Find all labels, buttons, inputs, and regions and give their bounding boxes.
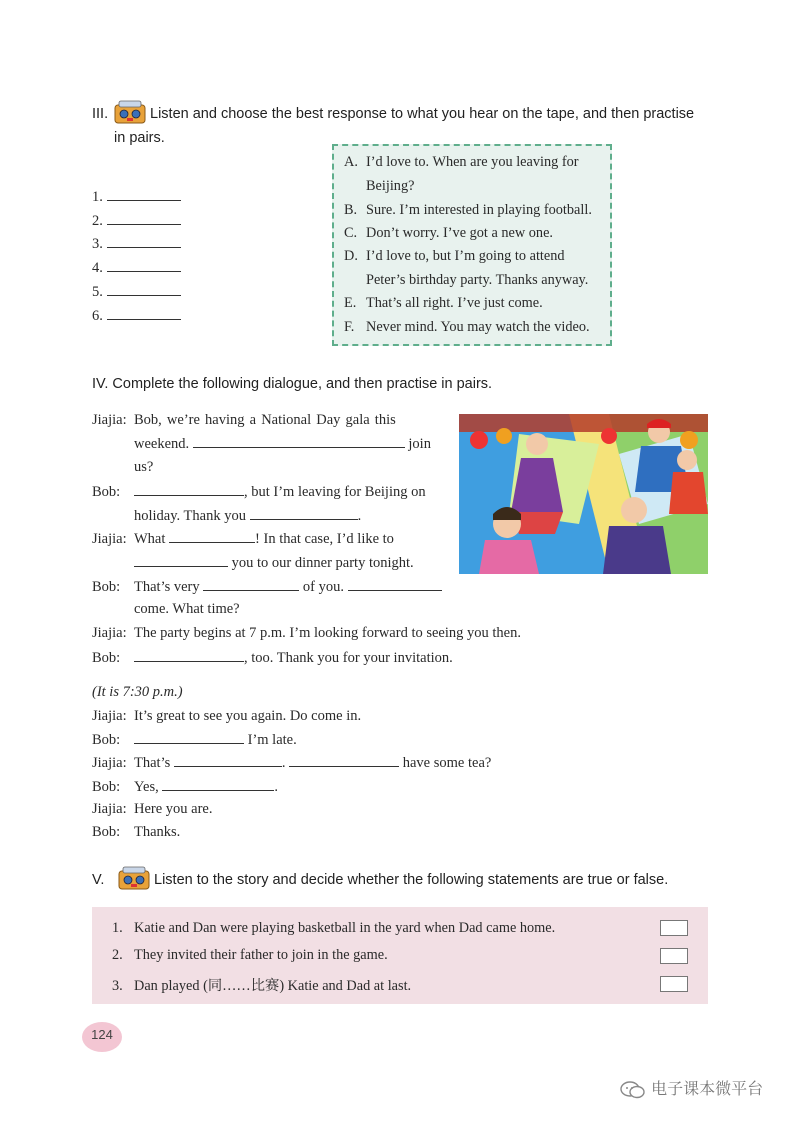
dialogue-line: Bob: Thanks. <box>92 824 181 840</box>
answer-blank[interactable] <box>134 483 244 496</box>
statement-row: 3. Dan played (同……比赛) Katie and Dad at last. <box>112 978 412 994</box>
answer-blank[interactable] <box>193 435 405 448</box>
dialogue-line: Bob: I’m late. <box>92 732 297 748</box>
dialogue-line: Jiajia: Bob, we’re having a National Day gala this <box>92 412 396 428</box>
answer-item[interactable]: 6. <box>92 307 181 325</box>
answer-item[interactable]: 4. <box>92 259 181 277</box>
answer-blank[interactable] <box>250 507 358 520</box>
tape-recorder-icon <box>114 100 146 124</box>
answer-item[interactable]: 3. <box>92 235 181 253</box>
option-a-cont: Beijing? <box>366 178 415 194</box>
dialogue-line: Bob: Yes, . <box>92 779 278 795</box>
tape-recorder-icon <box>118 866 150 890</box>
dialogue-line: Bob: That’s very of you. <box>92 578 442 596</box>
true-false-box <box>92 907 708 1004</box>
dialogue-line: us? <box>134 459 154 475</box>
option-a: A. I’d love to. When are you leaving for <box>344 154 579 170</box>
option-c: C. Don’t worry. I’ve got a new one. <box>344 225 553 241</box>
watermark: 电子课本微平台 <box>620 1076 763 1100</box>
section3-instruction-cont: in pairs. <box>114 130 165 146</box>
answer-checkbox[interactable] <box>660 948 688 964</box>
answer-item[interactable]: 2. <box>92 212 181 230</box>
statement-row: 2. They invited their father to join in the game. <box>112 947 388 963</box>
answer-item[interactable]: 5. <box>92 283 181 301</box>
answer-item[interactable]: 1. <box>92 188 181 206</box>
statement-row: 1. Katie and Dan were playing basketball in the yard when Dad came home. <box>112 920 556 936</box>
page-number: 124 <box>82 1022 122 1052</box>
section5-numeral: V. <box>92 872 105 888</box>
answer-blank[interactable] <box>348 578 442 591</box>
answer-blank[interactable] <box>162 778 274 791</box>
dialogue-line: Jiajia: That’s . have some tea? <box>92 755 492 771</box>
option-d-cont: Peter’s birthday party. Thanks anyway. <box>366 272 589 288</box>
dialogue-line: you to our dinner party tonight. <box>134 554 414 572</box>
dialogue-line: Jiajia: What ! In that case, I’d like to <box>92 531 394 547</box>
answer-blank[interactable] <box>134 649 244 662</box>
dialogue-line: holiday. Thank you . <box>134 508 362 524</box>
time-note: (It is 7:30 p.m.) <box>92 684 183 700</box>
option-b: B. Sure. I’m interested in playing football. <box>344 202 592 218</box>
dialogue-line: weekend. join <box>134 436 431 452</box>
dialogue-line: Jiajia: The party begins at 7 p.m. I’m looking forward to seeing you then. <box>92 625 521 641</box>
section4-title: IV. Complete the following dialogue, and then practise in pairs. <box>92 376 493 392</box>
section3-instruction: Listen and choose the best response to what you hear on the tape, and then practise <box>150 106 695 122</box>
dialogue-line: Bob: , too. Thank you for your invitation. <box>92 650 453 666</box>
response-options-box <box>332 144 612 346</box>
section3-numeral: III. <box>92 106 109 122</box>
answer-blank[interactable] <box>174 754 282 767</box>
option-f: F. Never mind. You may watch the video. <box>344 319 590 335</box>
party-illustration <box>459 414 708 574</box>
answer-blank[interactable] <box>203 578 299 591</box>
answer-blank[interactable] <box>134 731 244 744</box>
answer-checkbox[interactable] <box>660 920 688 936</box>
answer-blank[interactable] <box>289 754 399 767</box>
option-e: E. That’s all right. I’ve just come. <box>344 295 543 311</box>
section5-instruction: Listen to the story and decide whether the following statements are true or false. <box>154 872 669 888</box>
dialogue-line: Bob: , but I’m leaving for Beijing on <box>92 484 426 500</box>
dialogue-line: Jiajia: Here you are. <box>92 801 213 817</box>
answer-blank[interactable] <box>169 530 255 543</box>
answer-blank[interactable] <box>134 554 228 567</box>
answer-checkbox[interactable] <box>660 976 688 992</box>
chat-bubble-icon <box>620 1080 646 1100</box>
dialogue-line: come. What time? <box>134 601 240 617</box>
option-d: D. I’d love to, but I’m going to attend <box>344 248 565 264</box>
dialogue-line: Jiajia: It’s great to see you again. Do come in. <box>92 708 362 724</box>
